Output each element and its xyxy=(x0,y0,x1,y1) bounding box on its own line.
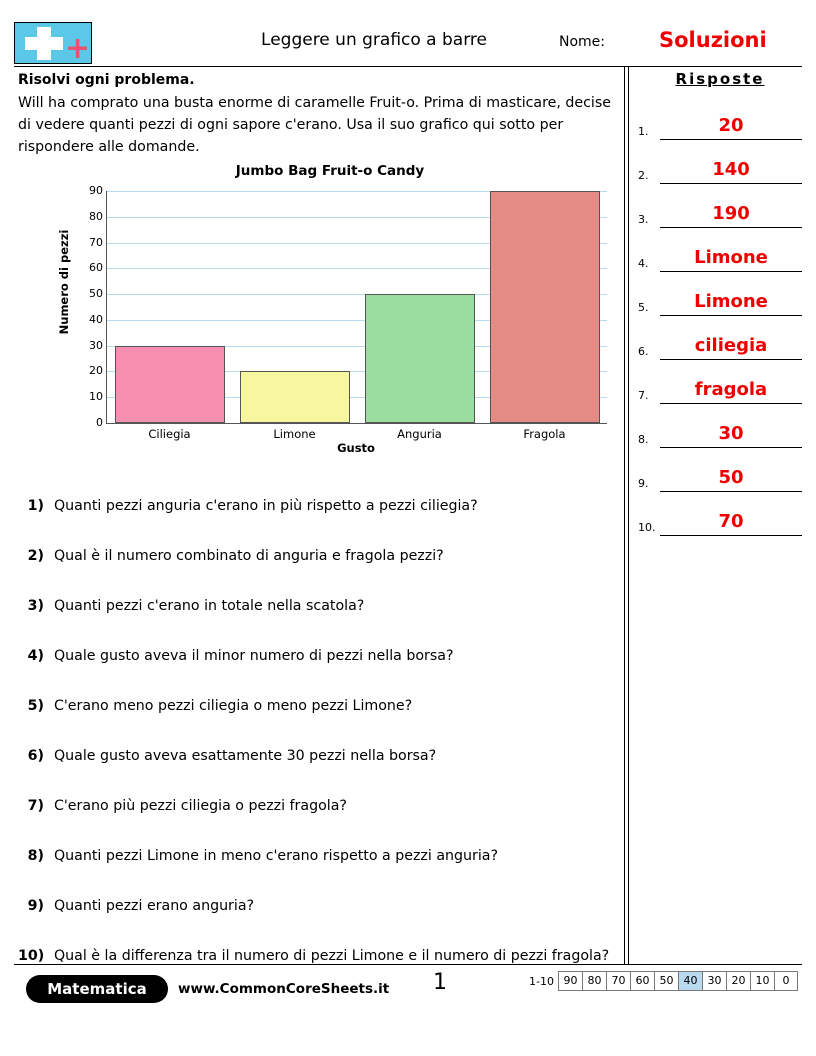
answer-row xyxy=(638,404,802,448)
grading-scale-cell: 50 xyxy=(654,971,678,991)
answer-key-word: Soluzioni xyxy=(659,28,767,52)
answer-value: 190 xyxy=(712,203,750,224)
question-number: 2) xyxy=(27,548,44,564)
answer-number: 10. xyxy=(638,521,656,534)
chart-x-axis-label: Gusto xyxy=(337,441,375,455)
question-item xyxy=(18,748,618,798)
question-number: 5) xyxy=(27,698,44,714)
answer-number: 7. xyxy=(638,389,649,402)
header-divider xyxy=(14,66,802,67)
question-number: 10) xyxy=(18,948,45,964)
grading-scale-cell: 0 xyxy=(774,971,798,991)
page-number: 1 xyxy=(433,970,447,995)
grading-scale-cell: 30 xyxy=(702,971,726,991)
answer-value: 30 xyxy=(718,423,744,444)
chart-x-tick: Limone xyxy=(273,427,316,441)
column-divider-right xyxy=(628,66,629,964)
chart-y-tick: 60 xyxy=(89,261,103,275)
question-text: Quale gusto aveva il minor numero di pezzi nella borsa? xyxy=(54,648,454,664)
question-number: 7) xyxy=(27,798,44,814)
question-number: 4) xyxy=(27,648,44,664)
chart-y-tick: 0 xyxy=(96,416,103,429)
answer-number: 3. xyxy=(638,213,649,226)
footer-url: www.CommonCoreSheets.it xyxy=(178,981,390,997)
page-header xyxy=(14,22,802,66)
questions-list xyxy=(18,498,618,998)
answer-row xyxy=(638,140,802,184)
question-number: 3) xyxy=(27,598,44,614)
grading-scale-label: 1-10 xyxy=(529,975,554,988)
grading-scale-cell: 40 xyxy=(678,971,702,991)
chart-y-tick: 20 xyxy=(89,364,103,378)
answer-number: 8. xyxy=(638,433,649,446)
chart-bar xyxy=(365,294,475,423)
grading-scale-cell: 20 xyxy=(726,971,750,991)
grading-scale-cell: 70 xyxy=(606,971,630,991)
answer-value: Limone xyxy=(694,247,768,268)
answer-row xyxy=(638,448,802,492)
answer-value: 50 xyxy=(718,467,744,488)
answer-row xyxy=(638,272,802,316)
instructions-body: Will ha comprato una busta enorme di caramelle Fruit-o. Prima di masticare, decise di vedere quanti pezzi di ogni sapore c'erano. Usa il suo grafico qui sotto per rispondere alle domande. xyxy=(18,95,611,155)
answer-number: 1. xyxy=(638,125,649,138)
chart-x-tick: Anguria xyxy=(397,427,442,441)
answer-number: 6. xyxy=(638,345,649,358)
chart-y-tick: 50 xyxy=(89,287,103,301)
answer-value: fragola xyxy=(694,379,768,400)
chart-bar xyxy=(490,191,600,423)
name-label: Nome: xyxy=(559,34,606,50)
answer-value: ciliegia xyxy=(694,335,768,356)
chart-y-tick: 10 xyxy=(89,390,103,404)
instructions-heading: Risolvi ogni problema. xyxy=(18,72,195,88)
question-item xyxy=(18,798,618,848)
question-text: Quanti pezzi Limone in meno c'erano rispetto a pezzi anguria? xyxy=(54,848,499,864)
grading-scale-cell: 60 xyxy=(630,971,654,991)
chart-bar xyxy=(240,371,350,423)
chart-plot-area xyxy=(89,184,607,441)
question-text: Quanti pezzi erano anguria? xyxy=(54,898,255,914)
logo-cross-horizontal xyxy=(25,37,63,50)
answer-row xyxy=(638,316,802,360)
chart-y-tick: 70 xyxy=(89,235,103,249)
logo-plus-icon: + xyxy=(65,31,91,66)
answer-number: 5. xyxy=(638,301,649,314)
chart-y-tick: 40 xyxy=(89,312,103,326)
question-text: Qual è la differenza tra il numero di pezzi Limone e il numero di pezzi fragola? xyxy=(54,948,610,964)
answer-value: 140 xyxy=(712,159,750,180)
grading-scale-cell: 80 xyxy=(582,971,606,991)
question-item xyxy=(18,898,618,948)
page-title: Leggere un grafico a barre xyxy=(261,30,487,50)
question-number: 9) xyxy=(27,898,44,914)
answer-value: 20 xyxy=(718,115,744,136)
chart-x-tick: Fragola xyxy=(523,427,566,441)
answer-number: 4. xyxy=(638,257,649,270)
grading-scale-cell: 10 xyxy=(750,971,774,991)
question-item xyxy=(18,648,618,698)
question-number: 8) xyxy=(27,848,44,864)
grading-scale-cell: 90 xyxy=(558,971,582,991)
question-number: 6) xyxy=(27,748,44,764)
grading-scale xyxy=(529,971,798,991)
answer-row xyxy=(638,492,802,536)
question-text: Qual è il numero combinato di anguria e fragola pezzi? xyxy=(54,548,444,564)
answer-number: 9. xyxy=(638,477,649,490)
question-text: Quanti pezzi anguria c'erano in più rispetto a pezzi ciliegia? xyxy=(54,498,478,514)
answer-value: 70 xyxy=(718,511,744,532)
subject-badge: Matematica xyxy=(26,975,168,1003)
question-text: C'erano meno pezzi ciliegia o meno pezzi Limone? xyxy=(54,698,413,714)
chart-y-tick: 30 xyxy=(89,338,103,352)
chart-x-tick: Ciliegia xyxy=(148,427,191,441)
chart-y-tick: 80 xyxy=(89,209,103,223)
question-item xyxy=(18,598,618,648)
question-text: Quale gusto aveva esattamente 30 pezzi nella borsa? xyxy=(54,748,437,764)
question-item xyxy=(18,498,618,548)
chart-title: Jumbo Bag Fruit-o Candy xyxy=(235,163,425,179)
answer-value: Limone xyxy=(694,291,768,312)
question-item xyxy=(18,848,618,898)
question-text: C'erano più pezzi ciliegia o pezzi fragola? xyxy=(54,798,347,814)
question-text: Quanti pezzi c'erano in totale nella scatola? xyxy=(54,598,365,614)
medical-cross-logo-icon xyxy=(14,22,92,64)
answer-row xyxy=(638,228,802,272)
answer-row xyxy=(638,96,802,140)
chart-y-axis-label: Numero di pezzi xyxy=(57,229,71,335)
chart-bar xyxy=(115,346,225,423)
question-item xyxy=(18,698,618,748)
answer-number: 2. xyxy=(638,169,649,182)
answer-row xyxy=(638,184,802,228)
chart-y-tick: 90 xyxy=(89,184,103,197)
answer-key-title: Risposte xyxy=(675,70,765,88)
question-number: 1) xyxy=(27,498,44,514)
column-divider-left xyxy=(624,66,625,964)
answer-row xyxy=(638,360,802,404)
question-item xyxy=(18,548,618,598)
bar-chart xyxy=(40,163,620,488)
